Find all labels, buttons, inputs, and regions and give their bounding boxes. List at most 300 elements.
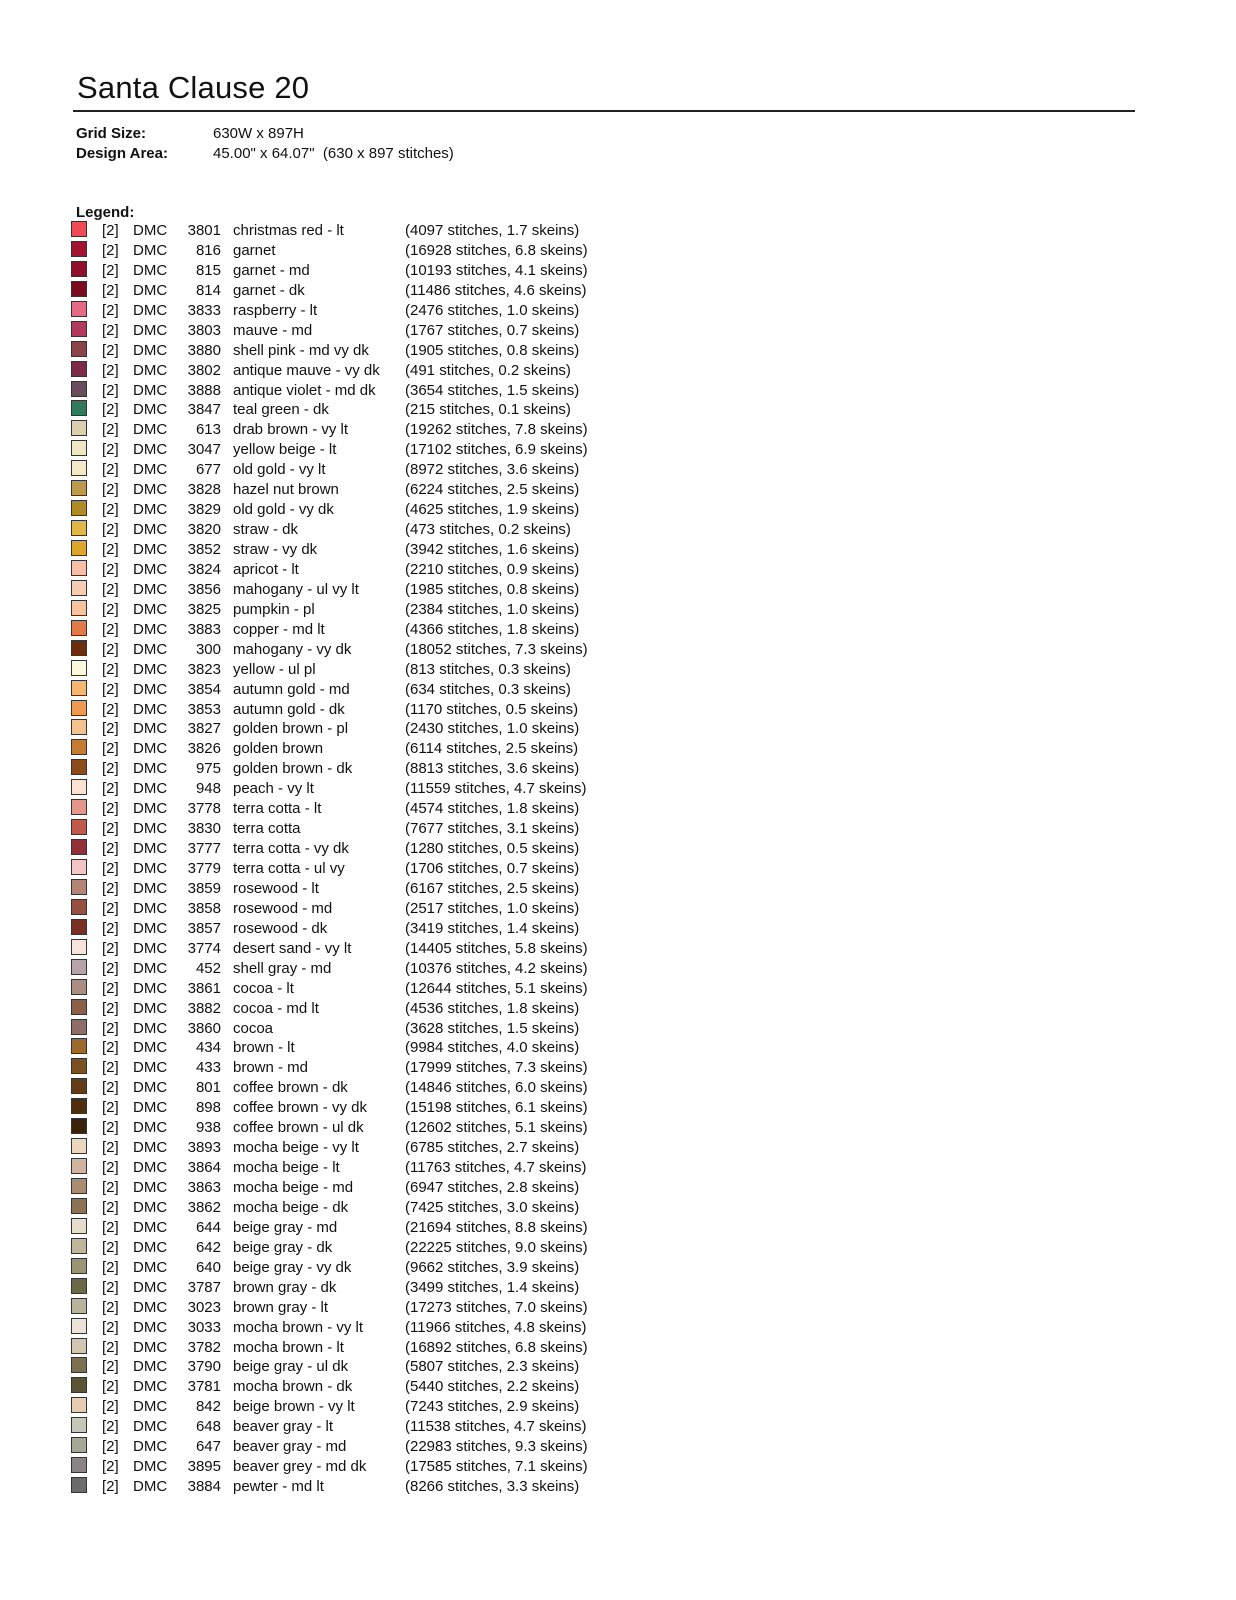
stitch-count: (4536 stitches, 1.8 skeins) [405, 999, 580, 1017]
thread-brand: DMC [133, 959, 168, 977]
legend-item [71, 1258, 631, 1278]
legend-item [71, 719, 631, 739]
color-swatch [71, 520, 87, 536]
color-swatch [71, 341, 87, 357]
thread-color-name: mocha beige - dk [233, 1198, 349, 1216]
stitch-count: (2517 stitches, 1.0 skeins) [405, 899, 580, 917]
thread-number: 452 [195, 959, 221, 977]
color-swatch [71, 361, 87, 377]
thread-brand: DMC [133, 700, 168, 718]
thread-brand: DMC [133, 1039, 168, 1057]
thread-number: 3883 [187, 620, 221, 638]
legend-item [71, 779, 631, 799]
thread-color-name: beaver gray - lt [233, 1418, 334, 1436]
thread-brand: DMC [133, 1059, 168, 1077]
design-area-label: Design Area: [76, 145, 168, 162]
thread-number: 816 [195, 241, 221, 259]
legend-item [71, 1377, 631, 1397]
stitch-count: (2210 stitches, 0.9 skeins) [405, 560, 580, 578]
thread-number: 3880 [187, 341, 221, 359]
thread-number: 3858 [187, 899, 221, 917]
strand-count: [2] [102, 261, 119, 279]
stitch-count: (1767 stitches, 0.7 skeins) [405, 321, 580, 339]
color-swatch [71, 1258, 87, 1274]
thread-color-name: coffee brown - vy dk [233, 1099, 367, 1117]
thread-number: 3847 [187, 401, 221, 419]
legend-item [71, 281, 631, 301]
thread-number: 3777 [187, 840, 221, 858]
thread-brand: DMC [133, 879, 168, 897]
grid-size-value: 630W x 897H [213, 125, 304, 142]
thread-number: 3829 [187, 501, 221, 519]
thread-number: 3023 [187, 1298, 221, 1316]
thread-color-name: mocha brown - lt [233, 1338, 344, 1356]
legend-item [71, 959, 631, 979]
stitch-count: (11966 stitches, 4.8 skeins) [405, 1318, 587, 1336]
strand-count: [2] [102, 1179, 119, 1196]
thread-color-name: cocoa [233, 1019, 274, 1037]
legend-item [71, 1118, 631, 1138]
thread-color-name: old gold - vy dk [233, 501, 334, 519]
thread-number: 3826 [187, 740, 221, 758]
legend-item [71, 1457, 631, 1477]
thread-brand: DMC [133, 341, 168, 359]
stitch-count: (6785 stitches, 2.7 skeins) [405, 1139, 580, 1157]
legend-item [71, 560, 631, 580]
thread-brand: DMC [133, 780, 168, 798]
strand-count: [2] [102, 760, 119, 778]
thread-color-name: beige brown - vy lt [233, 1398, 355, 1416]
strand-count: [2] [102, 860, 119, 877]
stitch-count: (14405 stitches, 5.8 skeins) [405, 939, 588, 957]
thread-color-name: yellow beige - lt [233, 441, 337, 459]
legend-item [71, 999, 631, 1019]
thread-number: 3833 [187, 301, 221, 319]
legend-item [71, 1198, 631, 1218]
thread-number: 3888 [187, 381, 221, 399]
thread-brand: DMC [133, 461, 168, 479]
legend-item [71, 979, 631, 999]
thread-brand: DMC [133, 1099, 168, 1117]
stitch-count: (3499 stitches, 1.4 skeins) [405, 1278, 580, 1296]
strand-count: [2] [102, 381, 119, 399]
thread-brand: DMC [133, 999, 168, 1017]
thread-brand: DMC [133, 241, 168, 259]
color-swatch [71, 839, 87, 855]
stitch-count: (1985 stitches, 0.8 skeins) [405, 580, 580, 598]
strand-count: [2] [102, 301, 119, 319]
strand-count: [2] [102, 720, 119, 738]
thread-color-name: shell pink - md vy dk [233, 341, 369, 359]
thread-brand: DMC [133, 580, 168, 598]
legend-item [71, 1437, 631, 1457]
legend-item [71, 939, 631, 959]
thread-number: 3801 [187, 222, 221, 239]
thread-color-name: brown - lt [233, 1039, 295, 1057]
strand-count: [2] [102, 1358, 119, 1376]
thread-number: 3787 [187, 1278, 221, 1296]
thread-color-name: garnet [233, 241, 276, 259]
thread-color-name: beaver grey - md dk [233, 1458, 367, 1476]
legend-item [71, 680, 631, 700]
thread-color-name: garnet - md [233, 261, 310, 279]
color-swatch [71, 1218, 87, 1234]
color-swatch [71, 500, 87, 516]
strand-count: [2] [102, 321, 119, 339]
legend-item [71, 640, 631, 660]
stitch-count: (6114 stitches, 2.5 skeins) [405, 740, 579, 758]
strand-count: [2] [102, 620, 119, 638]
color-swatch [71, 620, 87, 636]
thread-number: 3820 [187, 521, 221, 539]
stitch-count: (5807 stitches, 2.3 skeins) [405, 1358, 580, 1376]
thread-color-name: straw - vy dk [233, 541, 318, 558]
strand-count: [2] [102, 1378, 119, 1396]
legend-item [71, 620, 631, 640]
thread-color-name: golden brown - pl [233, 720, 349, 738]
thread-color-name: mauve - md [233, 321, 313, 339]
thread-color-name: autumn gold - md [233, 680, 350, 698]
legend-item [71, 799, 631, 819]
legend-item [71, 1178, 631, 1198]
thread-brand: DMC [133, 600, 168, 618]
legend-item [71, 919, 631, 939]
thread-number: 842 [195, 1398, 221, 1416]
color-swatch [71, 719, 87, 735]
color-swatch [71, 1477, 87, 1493]
thread-brand: DMC [133, 760, 168, 778]
color-swatch [71, 241, 87, 257]
legend-item [71, 460, 631, 480]
strand-count: [2] [102, 1119, 119, 1137]
strand-count: [2] [102, 840, 119, 858]
color-swatch [71, 859, 87, 875]
thread-number: 613 [195, 421, 221, 439]
thread-color-name: coffee brown - ul dk [233, 1119, 364, 1137]
thread-brand: DMC [133, 1378, 168, 1396]
legend-item [71, 241, 631, 261]
thread-number: 815 [195, 261, 221, 279]
color-swatch [71, 1238, 87, 1254]
legend-item [71, 341, 631, 361]
stitch-count: (634 stitches, 0.3 skeins) [405, 680, 571, 698]
legend-item [71, 1218, 631, 1238]
thread-brand: DMC [133, 301, 168, 319]
strand-count: [2] [102, 1318, 119, 1336]
thread-brand: DMC [133, 680, 168, 698]
stitch-count: (9662 stitches, 3.9 skeins) [405, 1258, 580, 1276]
color-swatch [71, 221, 87, 237]
thread-number: 3854 [187, 680, 221, 698]
thread-number: 3862 [187, 1198, 221, 1216]
stitch-count: (12644 stitches, 5.1 skeins) [405, 979, 588, 997]
legend-item [71, 301, 631, 321]
strand-count: [2] [102, 281, 119, 299]
color-swatch [71, 919, 87, 935]
color-swatch [71, 1098, 87, 1114]
thread-number: 3861 [187, 979, 221, 997]
legend-heading: Legend: [76, 204, 135, 221]
thread-brand: DMC [133, 800, 168, 818]
strand-count: [2] [102, 740, 119, 758]
strand-count: [2] [102, 640, 119, 658]
thread-brand: DMC [133, 1278, 168, 1296]
stitch-count: (22225 stitches, 9.0 skeins) [405, 1238, 588, 1256]
strand-count: [2] [102, 441, 119, 459]
thread-color-name: mocha beige - vy lt [233, 1139, 359, 1157]
color-swatch [71, 680, 87, 696]
strand-count: [2] [102, 580, 119, 598]
thread-number: 814 [195, 281, 221, 299]
thread-color-name: raspberry - lt [233, 301, 318, 319]
thread-brand: DMC [133, 939, 168, 957]
thread-color-name: rosewood - dk [233, 919, 328, 937]
thread-brand: DMC [133, 919, 168, 937]
thread-brand: DMC [133, 820, 168, 838]
stitch-count: (473 stitches, 0.2 skeins) [405, 521, 571, 539]
stitch-count: (7425 stitches, 3.0 skeins) [405, 1198, 580, 1216]
thread-color-name: straw - dk [233, 521, 299, 539]
strand-count: [2] [102, 780, 119, 798]
stitch-count: (6167 stitches, 2.5 skeins) [405, 879, 580, 897]
color-swatch [71, 1457, 87, 1473]
color-swatch [71, 739, 87, 755]
thread-brand: DMC [133, 1358, 168, 1376]
thread-color-name: pumpkin - pl [233, 600, 315, 618]
thread-number: 3893 [187, 1139, 221, 1157]
stitch-count: (5440 stitches, 2.2 skeins) [405, 1378, 580, 1396]
legend-item [71, 1038, 631, 1058]
color-swatch [71, 560, 87, 576]
thread-brand: DMC [133, 1318, 168, 1336]
legend-item [71, 660, 631, 680]
color-swatch [71, 1178, 87, 1194]
color-swatch [71, 600, 87, 616]
strand-count: [2] [102, 521, 119, 539]
thread-color-name: brown - md [233, 1059, 309, 1077]
color-swatch [71, 1318, 87, 1334]
thread-color-name: cocoa - lt [233, 979, 294, 997]
strand-count: [2] [102, 1238, 119, 1256]
legend-item [71, 1357, 631, 1377]
strand-count: [2] [102, 241, 119, 259]
stitch-count: (17102 stitches, 6.9 skeins) [405, 441, 588, 459]
thread-brand: DMC [133, 860, 168, 877]
strand-count: [2] [102, 1258, 119, 1276]
thread-number: 3823 [187, 660, 221, 678]
strand-count: [2] [102, 1139, 119, 1157]
thread-brand: DMC [133, 1478, 168, 1496]
stitch-count: (491 stitches, 0.2 skeins) [405, 361, 571, 379]
strand-count: [2] [102, 899, 119, 917]
stitch-count: (3942 stitches, 1.6 skeins) [405, 541, 580, 558]
color-swatch [71, 799, 87, 815]
thread-color-name: terra cotta - lt [233, 800, 322, 818]
color-swatch [71, 400, 87, 416]
thread-brand: DMC [133, 541, 168, 558]
thread-number: 3857 [187, 919, 221, 937]
thread-color-name: apricot - lt [233, 560, 299, 578]
thread-number: 3856 [187, 580, 221, 598]
thread-brand: DMC [133, 1179, 168, 1196]
thread-number: 3033 [187, 1318, 221, 1336]
thread-number: 3864 [187, 1159, 221, 1177]
thread-color-name: beige gray - md [233, 1218, 338, 1236]
thread-color-name: shell gray - md [233, 959, 332, 977]
strand-count: [2] [102, 680, 119, 698]
stitch-count: (1706 stitches, 0.7 skeins) [405, 860, 580, 877]
stitch-count: (2430 stitches, 1.0 skeins) [405, 720, 580, 738]
legend-item [71, 420, 631, 440]
stitch-count: (4366 stitches, 1.8 skeins) [405, 620, 580, 638]
thread-color-name: desert sand - vy lt [233, 939, 352, 957]
color-swatch [71, 1158, 87, 1174]
legend-item [71, 540, 631, 560]
thread-brand: DMC [133, 1198, 168, 1216]
thread-color-name: golden brown - dk [233, 760, 353, 778]
stitch-count: (10193 stitches, 4.1 skeins) [405, 261, 588, 279]
stitch-count: (4625 stitches, 1.9 skeins) [405, 501, 580, 519]
legend-item [71, 400, 631, 420]
stitch-count: (6947 stitches, 2.8 skeins) [405, 1179, 580, 1196]
thread-brand: DMC [133, 222, 168, 239]
stitch-count: (17999 stitches, 7.3 skeins) [405, 1059, 588, 1077]
legend-item [71, 1158, 631, 1178]
legend-item [71, 1278, 631, 1298]
thread-brand: DMC [133, 421, 168, 439]
thread-color-name: rosewood - lt [233, 879, 319, 897]
legend-item [71, 1238, 631, 1258]
thread-color-name: mocha brown - vy lt [233, 1318, 364, 1336]
thread-number: 801 [195, 1079, 221, 1097]
thread-color-name: hazel nut brown [233, 481, 339, 499]
thread-color-name: coffee brown - dk [233, 1079, 348, 1097]
legend-item [71, 700, 631, 720]
stitch-count: (15198 stitches, 6.1 skeins) [405, 1099, 588, 1117]
thread-number: 3778 [187, 800, 221, 818]
legend-item [71, 1477, 631, 1497]
stitch-count: (3654 stitches, 1.5 skeins) [405, 381, 580, 399]
thread-color-name: brown gray - lt [233, 1298, 329, 1316]
thread-number: 3824 [187, 560, 221, 578]
stitch-count: (2384 stitches, 1.0 skeins) [405, 600, 580, 618]
color-swatch [71, 1058, 87, 1074]
strand-count: [2] [102, 919, 119, 937]
stitch-count: (11559 stitches, 4.7 skeins) [405, 780, 587, 798]
color-swatch [71, 301, 87, 317]
thread-color-name: terra cotta - vy dk [233, 840, 349, 858]
thread-number: 640 [195, 1258, 221, 1276]
stitch-count: (3419 stitches, 1.4 skeins) [405, 919, 580, 937]
thread-brand: DMC [133, 1338, 168, 1356]
strand-count: [2] [102, 700, 119, 718]
strand-count: [2] [102, 1099, 119, 1117]
strand-count: [2] [102, 1019, 119, 1037]
legend-item [71, 819, 631, 839]
thread-number: 3828 [187, 481, 221, 499]
thread-brand: DMC [133, 1258, 168, 1276]
thread-color-name: beige gray - dk [233, 1238, 333, 1256]
thread-brand: DMC [133, 560, 168, 578]
color-swatch [71, 580, 87, 596]
thread-number: 3830 [187, 820, 221, 838]
thread-color-name: rosewood - md [233, 899, 333, 917]
color-swatch [71, 879, 87, 895]
stitch-count: (4574 stitches, 1.8 skeins) [405, 800, 580, 818]
color-swatch [71, 1019, 87, 1035]
color-swatch [71, 540, 87, 556]
color-swatch [71, 381, 87, 397]
stitch-count: (8972 stitches, 3.6 skeins) [405, 461, 580, 479]
thread-color-name: old gold - vy lt [233, 461, 326, 479]
thread-color-name: christmas red - lt [233, 222, 344, 239]
color-swatch [71, 1417, 87, 1433]
strand-count: [2] [102, 1298, 119, 1316]
stitch-count: (19262 stitches, 7.8 skeins) [405, 421, 588, 439]
legend-item [71, 440, 631, 460]
stitch-count: (8266 stitches, 3.3 skeins) [405, 1478, 580, 1496]
thread-brand: DMC [133, 261, 168, 279]
legend-item [71, 839, 631, 859]
legend-item [71, 1078, 631, 1098]
strand-count: [2] [102, 800, 119, 818]
thread-brand: DMC [133, 441, 168, 459]
thread-color-name: mocha beige - md [233, 1179, 354, 1196]
thread-number: 3882 [187, 999, 221, 1017]
thread-color-name: garnet - dk [233, 281, 305, 299]
thread-number: 3774 [187, 939, 221, 957]
color-swatch [71, 1437, 87, 1453]
legend-item [71, 1138, 631, 1158]
thread-color-name: mocha brown - dk [233, 1378, 353, 1396]
stitch-count: (10376 stitches, 4.2 skeins) [405, 959, 588, 977]
legend-item [71, 1098, 631, 1118]
legend-item [71, 500, 631, 520]
color-swatch [71, 261, 87, 277]
thread-number: 648 [195, 1418, 221, 1436]
thread-brand: DMC [133, 1218, 168, 1236]
page-title: Santa Clause 20 [77, 70, 310, 105]
stitch-count: (6224 stitches, 2.5 skeins) [405, 481, 580, 499]
color-swatch [71, 480, 87, 496]
strand-count: [2] [102, 501, 119, 519]
title-divider [73, 110, 1135, 112]
thread-brand: DMC [133, 361, 168, 379]
legend-item [71, 1417, 631, 1437]
thread-brand: DMC [133, 620, 168, 638]
stitch-count: (11486 stitches, 4.6 skeins) [405, 281, 587, 299]
legend-item [71, 580, 631, 600]
thread-color-name: brown gray - dk [233, 1278, 337, 1296]
thread-color-name: mahogany - ul vy lt [233, 580, 359, 598]
color-swatch [71, 640, 87, 656]
strand-count: [2] [102, 421, 119, 439]
stitch-count: (813 stitches, 0.3 skeins) [405, 660, 571, 678]
thread-brand: DMC [133, 321, 168, 339]
thread-brand: DMC [133, 640, 168, 658]
thread-brand: DMC [133, 1119, 168, 1137]
thread-brand: DMC [133, 840, 168, 858]
stitch-count: (2476 stitches, 1.0 skeins) [405, 301, 580, 319]
stitch-count: (14846 stitches, 6.0 skeins) [405, 1079, 588, 1097]
thread-color-name: beaver gray - md [233, 1438, 347, 1456]
stitch-count: (9984 stitches, 4.0 skeins) [405, 1039, 580, 1057]
thread-number: 3852 [187, 541, 221, 558]
thread-number: 938 [195, 1119, 221, 1137]
thread-number: 3860 [187, 1019, 221, 1037]
strand-count: [2] [102, 879, 119, 897]
color-swatch [71, 700, 87, 716]
